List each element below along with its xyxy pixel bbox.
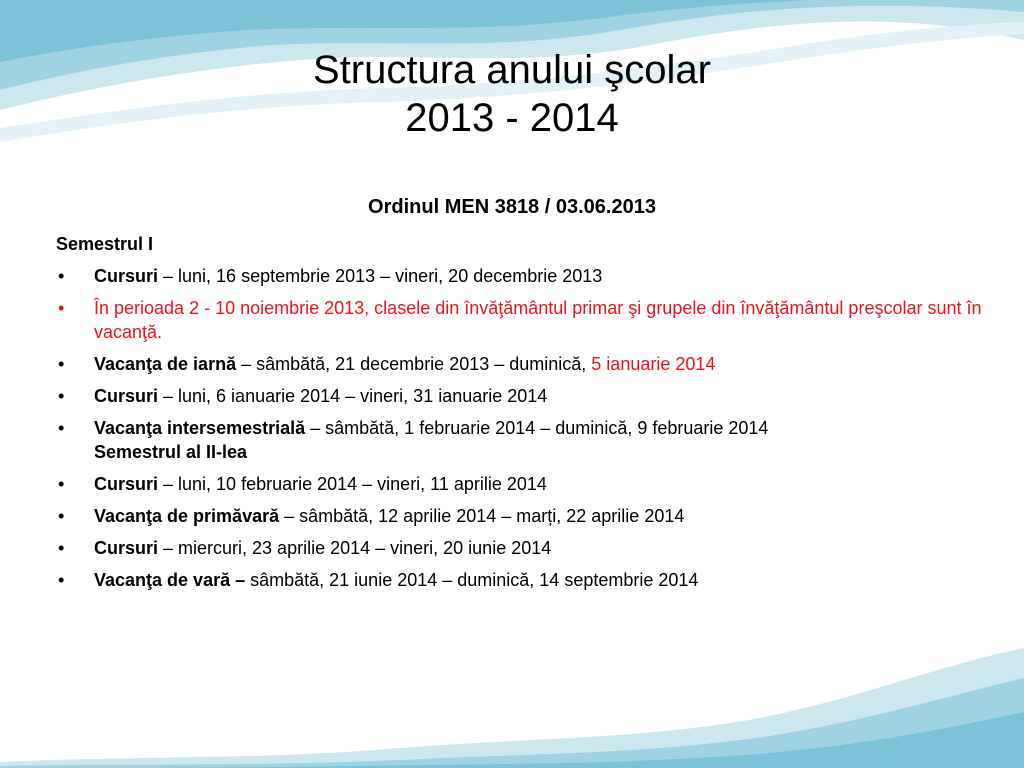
bullet-icon: • (58, 570, 65, 590)
title-line-1: Structura anului şcolar (313, 48, 711, 92)
list-item (56, 504, 986, 528)
item-bold-label: Vacanţa de iarnă (94, 354, 237, 374)
item-bold-label: Vacanţa de vară – (94, 570, 246, 590)
bullet-icon: • (58, 266, 65, 286)
item-text: – sâmbătă, 21 decembrie 2013 – duminică, (236, 354, 592, 374)
item-bold-label: Vacanţa de primăvară (94, 506, 280, 526)
bullet-icon: • (58, 506, 65, 526)
order-subtitle: Ordinul MEN 3818 / 03.06.2013 (368, 196, 656, 218)
item-text: – luni, 16 septembrie 2013 – vineri, 20 decembrie 2013 (158, 266, 603, 286)
content-body (56, 232, 986, 600)
list-item (56, 568, 986, 592)
item-text: În perioada 2 - 10 noiembrie 2013, clasele din învăţământul primar şi grupele din învăţământul preşcolar sunt în vacanţă. (94, 298, 982, 342)
item-text: sâmbătă, 21 iunie 2014 – duminică, 14 septembrie 2014 (245, 570, 699, 590)
list-item (56, 296, 986, 344)
bottom-wave-decoration (0, 638, 1024, 768)
list-item (56, 352, 986, 376)
item-text: – sâmbătă, 12 aprilie 2014 – marți, 22 aprilie 2014 (279, 506, 685, 526)
semester-1-heading: Semestrul I (56, 234, 154, 254)
item-text: – luni, 10 februarie 2014 – vineri, 11 aprilie 2014 (158, 474, 547, 494)
item-text: – miercuri, 23 aprilie 2014 – vineri, 20 iunie 2014 (158, 538, 552, 558)
semester-2-heading: Semestrul al II-lea (94, 442, 248, 462)
bullet-icon: • (58, 418, 65, 438)
bullet-icon: • (58, 538, 65, 558)
list-item (56, 264, 986, 288)
bullet-icon: • (58, 474, 65, 494)
list-item (56, 416, 986, 464)
item-red-date: 5 ianuarie 2014 (591, 354, 716, 374)
list-item (56, 536, 986, 560)
slide-title (0, 46, 1024, 142)
item-text: – sâmbătă, 1 februarie 2014 – duminică, 9 februarie 2014 (305, 418, 769, 438)
item-text: – luni, 6 ianuarie 2014 – vineri, 31 ianuarie 2014 (158, 386, 548, 406)
item-bold-label: Cursuri (94, 266, 159, 286)
list-item (56, 472, 986, 496)
item-bold-label: Cursuri (94, 386, 159, 406)
bullet-icon: • (58, 298, 65, 318)
list-item (56, 384, 986, 408)
bullet-icon: • (58, 386, 65, 406)
schedule-list (56, 264, 986, 592)
item-bold-label: Vacanţa intersemestrială (94, 418, 306, 438)
item-bold-label: Cursuri (94, 538, 159, 558)
title-line-2: 2013 - 2014 (405, 96, 619, 140)
bullet-icon: • (58, 354, 65, 374)
item-bold-label: Cursuri (94, 474, 159, 494)
